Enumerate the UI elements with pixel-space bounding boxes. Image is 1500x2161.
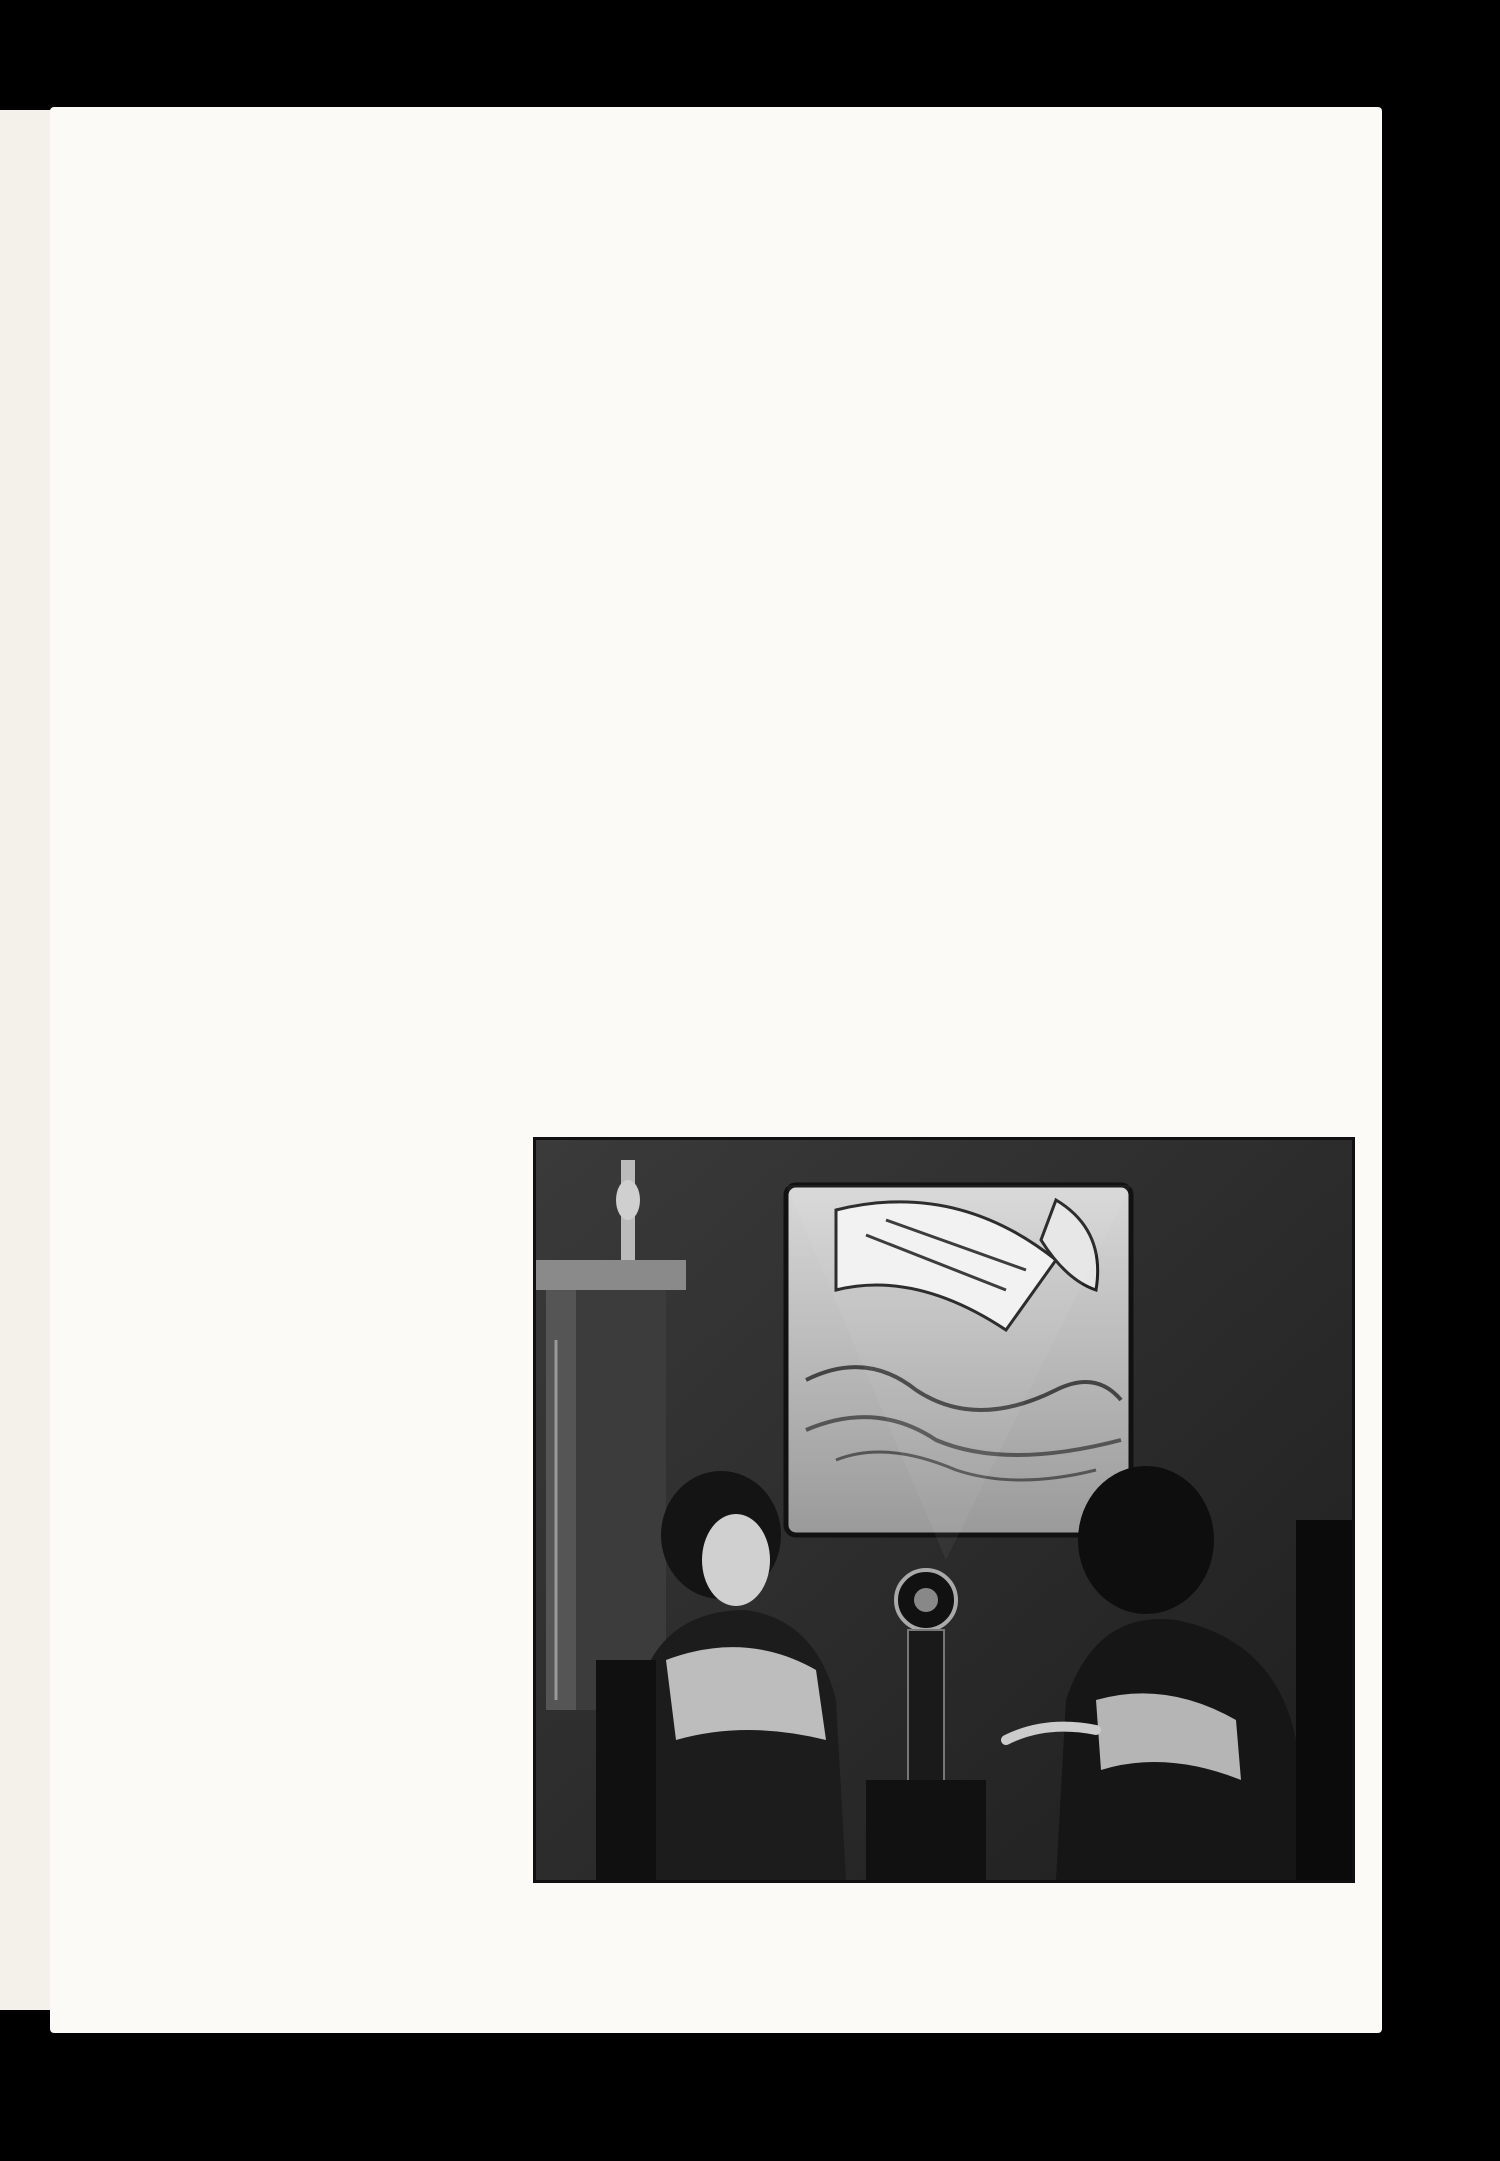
cartoon-illustration xyxy=(533,1137,1355,1883)
column-2 xyxy=(512,267,942,288)
cartoon-drawing xyxy=(536,1140,1352,1880)
column-1 xyxy=(106,267,540,288)
column-3 xyxy=(917,197,1345,218)
magazine-page xyxy=(50,107,1382,2033)
